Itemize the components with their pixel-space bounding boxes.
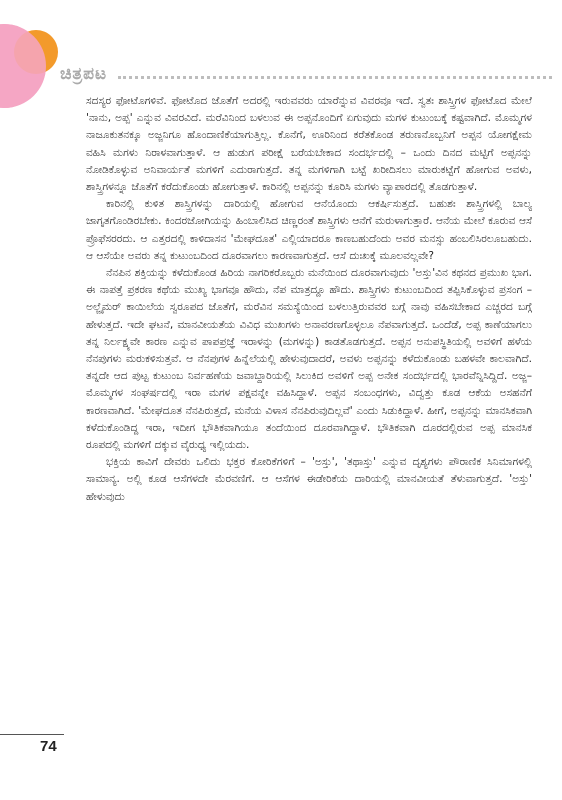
paragraph-2: ಕಾರಿನಲ್ಲಿ ಕುಳಿತ ಶಾಸ್ತ್ರಿಗಳನ್ನು ದಾರಿಯಲ್ಲಿ ಹೋಗುವ ಆನೆಯೊಂದು ಆಕರ್ಷಿಸುತ್ತದೆ. ಬಹುಶಃ ಶಾಸ್ತ್ರಿಗಳಲ್ಲಿ ಬಾಲ್ಯ ಜಾಗೃತಗೊಂಡಿರಬೇಕು. ಕಿಂದರಜೋಗಿಯನ್ನು ಹಿಂಬಾಲಿಸಿದ ಚಿಣ್ಣರಂತೆ ಶಾಸ್ತ್ರಿಗಳು ಆನೆಗೆ ಮರುಳಾಗುತ್ತಾರೆ. ಆನೆಯ ಮೇಲೆ ಕೂರುವ ಆಸೆ ಪ್ರೊಫೆಸರರದು. ಆ ಎತ್ತರದಲ್ಲಿ ಕಾಳಿದಾಸನ 'ಮೇಘದೂತ' ಎಲ್ಲಿಯಾದರೂ ಕಾಣಬಹುದೆಂದು ಅವರ ಮನಸ್ಸು ಹಂಬಲಿಸಿರಲೂಬಹುದು. ಆ ಆಸೆಯೇ ಅವರು ತನ್ನ ಕುಟುಂಬದಿಂದ ದೂರವಾಗಲು ಕಾರಣವಾಗುತ್ತದೆ. ಆಸೆ ದುಃಖಕ್ಕೆ ಮೂಲವಲ್ಲವೇ? (86, 198, 532, 262)
header-dotted-rule (118, 76, 552, 79)
footer-rule (0, 734, 64, 735)
article-body (86, 93, 532, 743)
paragraph-1: ಸದಸ್ಯರ ಫೋಟೊಗಳಿವೆ. ಫೋಟೊದ ಜೊತೆಗೆ ಅದರಲ್ಲಿ ಇರುವವರು ಯಾರೆನ್ನುವ ವಿವರವೂ ಇದೆ. ಸ್ವತಃ ಶಾಸ್ತ್ರಿಗಳ ಫೋಟೊದ ಮೇಲೆ 'ನಾನು, ಅಪ್ಪ' ಎನ್ನುವ ವಿವರವಿದೆ. ಮರೆವಿನಿಂದ ಬಳಲುವ ಈ ಅಪ್ಪನೊಂದಿಗೆ ಏಗುವುದು ಮಗಳ ಕುಟುಂಬಕ್ಕೆ ಕಷ್ಟವಾಗಿದೆ. ಮೊಮ್ಮಗಳ ನಾಜೂಕುತನಕ್ಕೂ ಅಜ್ಜನಿಗೂ ಹೊಂದಾಣಿಕೆಯಾಗುತ್ತಿಲ್ಲ. ಕೊನೆಗೆ, ಊರಿನಿಂದ ಕರೆತಕೊಂಡ ತರುಣನೊಬ್ಬನಿಗೆ ಅಪ್ಪನ ಯೋಗಕ್ಷೇಮ ವಹಿಸಿ ಮಗಳು ನಿರಾಳವಾಗುತ್ತಾಳೆ. ಆ ಹುಡುಗ ಪರೀಕ್ಷೆ ಬರೆಯಬೇಕಾದ ಸಂದರ್ಭದಲ್ಲಿ – ಒಂದು ದಿನದ ಮಟ್ಟಿಗೆ ಅಪ್ಪನನ್ನು ನೋಡಿಕೊಳ್ಳುವ ಅನಿವಾರ್ಯತೆ ಮಗಳಿಗೆ ಎದುರಾಗುತ್ತದೆ. ತನ್ನ ಮಗಳಿಗಾಗಿ ಬಟ್ಟೆ ಖರೀದಿಸಲು ಮಾರುಕಟ್ಟೆಗೆ ಹೋಗುವ ಅವಳು, ಶಾಸ್ತ್ರಿಗಳನ್ನೂ ಜೊತೆಗೆ ಕರೆದುಕೊಂಡು ಹೋಗುತ್ತಾಳೆ. ಕಾರಿನಲ್ಲಿ ಅಪ್ಪನನ್ನು ಕೂರಿಸಿ ಮಗಳು ವ್ಯಾಪಾರದಲ್ಲಿ ತೊಡಗುತ್ತಾಳೆ. (86, 95, 532, 194)
paragraph-3: ನೆನಪಿನ ಶಕ್ತಿಯನ್ನು ಕಳೆದುಕೊಂಡ ಹಿರಿಯ ನಾಗರಿಕರೊಬ್ಬರು ಮನೆಯಿಂದ ದೂರವಾಗುವುದು 'ಅಸ್ತು'ವಿನ ಕಥನದ ಪ್ರಮುಖ ಭಾಗ. ಈ ನಾಪತ್ತೆ ಪ್ರಕರಣ ಕಥೆಯ ಮುಖ್ಯ ಭಾಗವೂ ಹೌದು, ನೆಪ ಮಾತ್ರದ್ದೂ ಹೌದು. ಶಾಸ್ತ್ರಿಗಳು ಕುಟುಂಬದಿಂದ ತಪ್ಪಿಸಿಕೊಳ್ಳುವ ಪ್ರಸಂಗ – ಅಲ್ಜೈಮರ್ ಕಾಯಿಲೆಯ ಸ್ವರೂಪದ ಜೊತೆಗೆ, ಮರೆವಿನ ಸಮಸ್ಯೆಯಿಂದ ಬಳಲುತ್ತಿರುವವರ ಬಗ್ಗೆ ನಾವು ವಹಿಸಬೇಕಾದ ಎಚ್ಚರದ ಬಗ್ಗೆ ಹೇಳುತ್ತದೆ. ಇದೇ ಘಟನೆ, ಮಾನವೀಯತೆಯ ವಿವಿಧ ಮುಖಗಳು ಅನಾವರಣಗೊಳ್ಳಲೂ ನೆಪವಾಗುತ್ತದೆ. ಒಂದೆಡೆ, ಅಪ್ಪ ಕಾಣೆಯಾಗಲು ತನ್ನ ನಿರ್ಲಕ್ಷ್ಯವೇ ಕಾರಣ ಎನ್ನುವ ಪಾಪಪ್ರಜ್ಞೆ ಇರಾಳನ್ನು (ಮಗಳನ್ನು) ಕಾಡತೊಡಗುತ್ತದೆ. ಅಪ್ಪನ ಅನುಪಸ್ಥಿತಿಯಲ್ಲಿ ಅವಳಿಗೆ ಹಳೆಯ ನೆನಪುಗಳು ಮರುಕಳಿಸುತ್ತವೆ. ಆ ನೆನಪುಗಳ ಹಿನ್ನೆಲೆಯಲ್ಲಿ ಹೇಳುವುದಾದರೆ, ಅವಳು ಅಪ್ಪನನ್ನು ಕಳೆದುಕೊಂಡು ಬಹಳವೇ ಕಾಲವಾಗಿದೆ. ತನ್ನದೇ ಆದ ಪುಟ್ಟ ಕುಟುಂಬ ನಿರ್ವಹಣೆಯ ಜವಾಬ್ದಾರಿಯಲ್ಲಿ ಸಿಲುಕಿದ ಅವಳಿಗೆ ಅಪ್ಪ ಅನೇಕ ಸಂದರ್ಭದಲ್ಲಿ ಭಾರವೆನ್ನಿಸಿದ್ದಿದೆ. ಅಜ್ಜ–ಮೊಮ್ಮಗಳ ಸಂಘರ್ಷದಲ್ಲಿ ಇರಾ ಮಗಳ ಪಕ್ಷವನ್ನೇ ವಹಿಸಿದ್ದಾಳೆ. ಅಪ್ಪನ ಸಂಬಂಧಗಳು, ವಿದ್ವತ್ತು ಕೂಡ ಆಕೆಯ ಅಸಹನೆಗೆ ಕಾರಣವಾಗಿದೆ. 'ಮೇಘದೂತ ನೆನಪಿರುತ್ತದೆ, ಮನೆಯ ವಿಳಾಸ ನೆನಪಿರುವುದಿಲ್ಲವೆ' ಎಂದು ಸಿಡುಕಿದ್ದಾಳೆ. ಹೀಗೆ, ಅಪ್ಪನನ್ನು ಮಾನಸಿಕವಾಗಿ ಕಳೆದುಕೊಂಡಿದ್ದ ಇರಾ, ಇದೀಗ ಭೌತಿಕವಾಗಿಯೂ ತಂದೆಯಿಂದ ದೂರವಾಗಿದ್ದಾಳೆ. ಭೌತಿಕವಾಗಿ ದೂರದಲ್ಲಿರುವ ಅಪ್ಪ ಮಾನಸಿಕ ರೂಪದಲ್ಲಿ ಮಗಳಿಗೆ ದಕ್ಕುವ ವೈರುಧ್ಯ ಇಲ್ಲಿಯದು. (86, 267, 532, 452)
paragraph-4: ಭಕ್ತಿಯ ಕಾವಿಗೆ ದೇವರು ಒಲಿದು ಭಕ್ತರ ಕೋರಿಕೆಗಳಿಗೆ – 'ಅಸ್ತು', 'ತಥಾಸ್ತು' ಎನ್ನುವ ದೃಶ್ಯಗಳು ಪೌರಾಣಿಕ ಸಿನಿಮಾಗಳಲ್ಲಿ ಸಾಮಾನ್ಯ. ಅಲ್ಲಿ ಕೂಡ ಆಸೆಗಳದೇ ಮೆರವಣಿಗೆ. ಆ ಆಸೆಗಳ ಈಡೇರಿಕೆಯ ದಾರಿಯಲ್ಲಿ ಮಾನವೀಯತೆ ತೆಳುವಾಗುತ್ತದೆ. 'ಅಸ್ತು' ಹೇಳುವುದು (86, 456, 532, 503)
page-number: 74 (40, 738, 57, 755)
section-title: ಚಿತ್ರಪಟ (60, 64, 108, 84)
